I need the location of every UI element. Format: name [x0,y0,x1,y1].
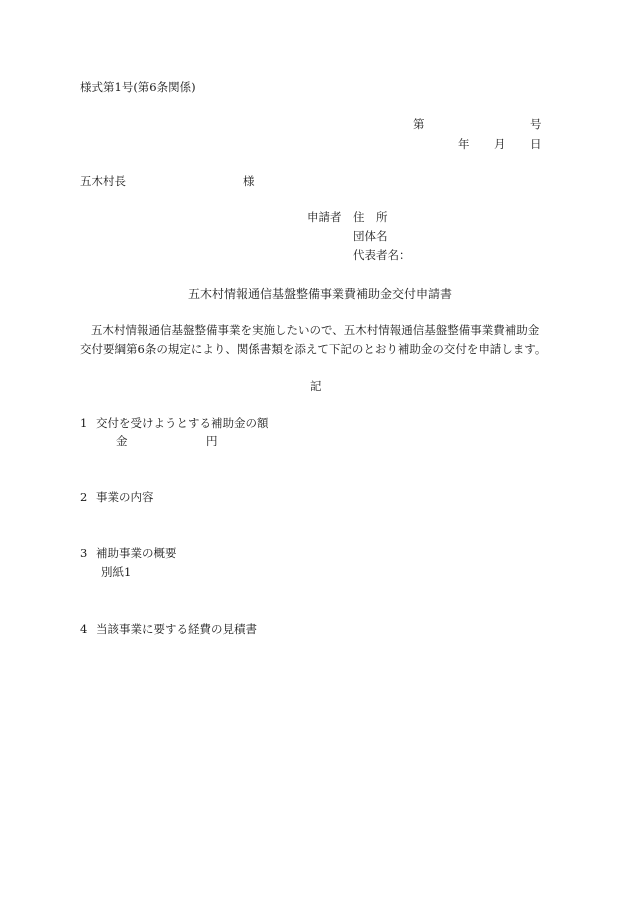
date-day: 日 [530,137,542,151]
applicant-group-label: 団体名 [353,229,388,243]
item-2-label: 事業の内容 [96,490,154,504]
addressee-honorific: 様 [243,174,255,188]
item-3-attachment: 別紙1 [101,565,132,579]
item-1-amount-prefix: 金 [116,434,128,448]
item-3-number: 3 [80,546,88,560]
item-3-label: 補助事業の概要 [96,546,177,560]
applicant-heading: 申請者 [307,210,342,224]
doc-number-suffix: 号 [530,117,542,131]
body-line-1: 五木村情報通信基盤整備事業を実施したいので、五木村情報通信基盤整備事業費補助金 [91,323,540,337]
item-1-number: 1 [80,416,88,430]
item-4-label: 当該事業に要する経費の見積書 [96,622,257,636]
document-title: 五木村情報通信基盤整備事業費補助金交付申請書 [188,287,453,301]
applicant-address-label: 住 所 [353,210,388,224]
ki-heading: 記 [310,379,322,393]
date-month: 月 [494,137,506,151]
item-4-number: 4 [80,622,88,636]
date-year: 年 [458,137,470,151]
item-1-amount-suffix: 円 [206,434,218,448]
item-1-label: 交付を受けようとする補助金の額 [96,416,269,430]
doc-number-prefix: 第 [413,117,425,131]
form-label: 様式第1号(第6条関係) [80,80,196,94]
applicant-representative-label: 代表者名： [353,248,411,262]
item-2-number: 2 [80,490,88,504]
addressee-name: 五木村長 [80,174,126,188]
body-line-2: 交付要綱第6条の規定により、関係書類を添えて下記のとおり補助金の交付を申請します。 [80,342,547,356]
